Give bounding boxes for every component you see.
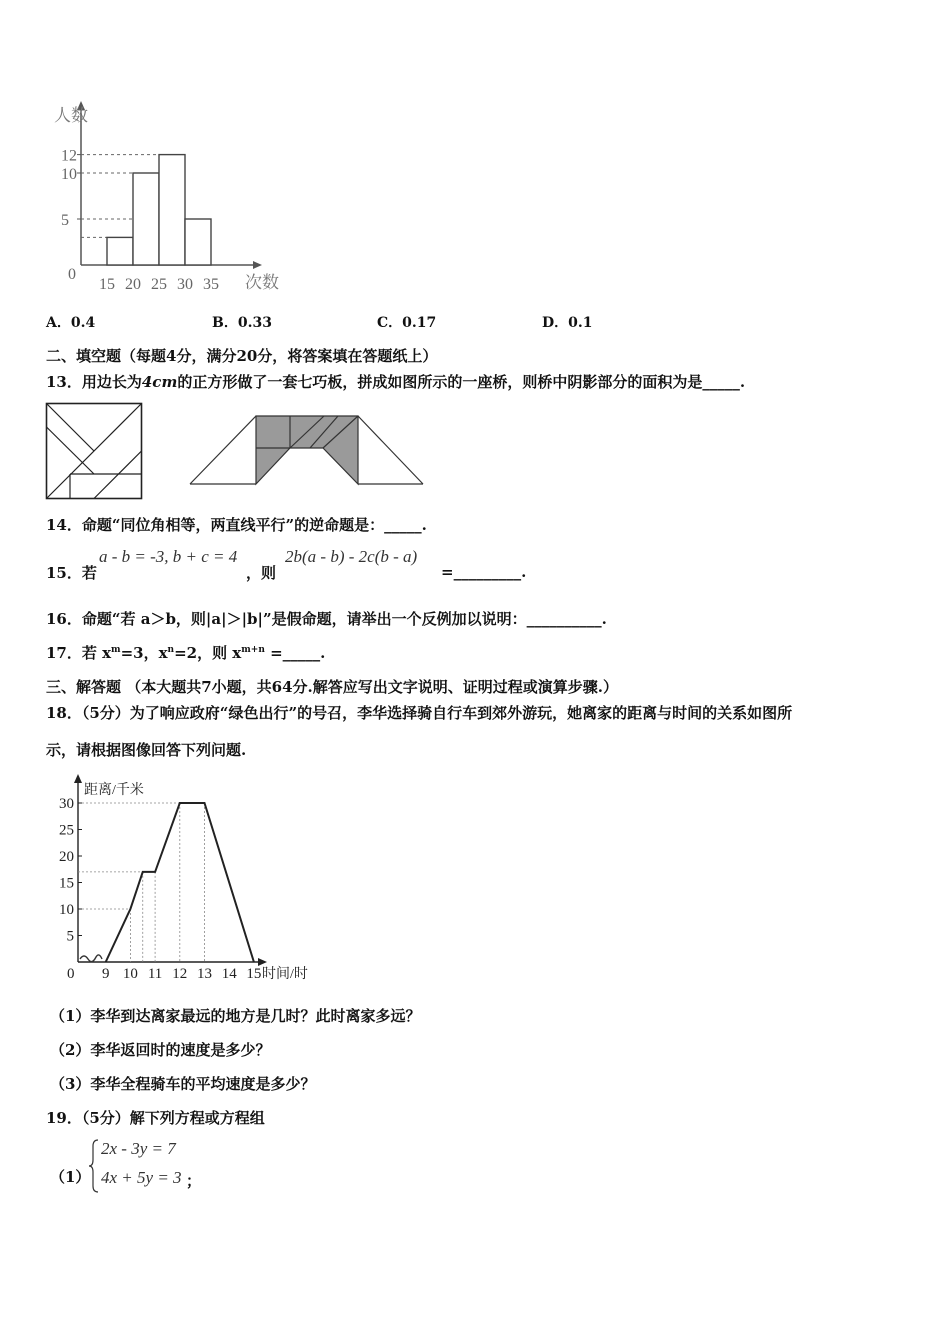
histogram-y-axis-label: 人数 xyxy=(54,106,88,125)
q15-equation-1: a - b = -3, b + c = 4 xyxy=(99,547,238,566)
q19-equation-2: 4x + 5y = 3 xyxy=(101,1168,182,1187)
start-wiggle xyxy=(80,955,102,962)
distance-y-tick-20: 20 xyxy=(59,849,74,865)
histogram-bar-30-35 xyxy=(185,219,211,265)
distance-y-tick-25: 25 xyxy=(59,822,74,839)
histogram-bar-15-20 xyxy=(107,237,133,265)
question-18-line-2: 示，请根据图像回答下列问题. xyxy=(46,741,247,759)
tangram-bridge-figure xyxy=(188,412,426,490)
q17-sup-n: n xyxy=(167,645,175,655)
question-18-part-2: （2）李华返回时的速度是多少？ xyxy=(50,1041,271,1059)
q15-label: 15．若 xyxy=(46,564,97,582)
option-d: D．0.1 xyxy=(542,315,593,331)
distance-time-origin: 0 xyxy=(67,966,75,982)
distance-x-tick-11: 11 xyxy=(147,966,163,982)
option-c: C．0.17 xyxy=(377,315,437,331)
histogram-bar-20-25 xyxy=(133,173,159,265)
question-17 xyxy=(46,642,325,663)
histogram-x-tick-15: 15 xyxy=(99,276,115,293)
q13-length: 4cm xyxy=(141,373,178,391)
histogram-y-tick-12: 12 xyxy=(61,147,77,165)
histogram-x-tick-25: 25 xyxy=(151,276,167,293)
histogram-x-axis-label: 次数 xyxy=(245,273,279,292)
distance-time-chart xyxy=(50,770,330,988)
q19-part-1-label: （1） xyxy=(50,1168,91,1186)
distance-y-tick-10: 10 xyxy=(59,902,74,918)
q17-pre: 17．若 x xyxy=(46,644,112,662)
question-16: 16．命题“若 a＞b，则|a|＞|b|”是假命题，请举出一个反例加以说明：__________. xyxy=(46,610,607,628)
question-19-heading: 19．（5分）解下列方程或方程组 xyxy=(46,1109,265,1127)
distance-y-tick-15: 15 xyxy=(59,875,74,892)
q13-suffix: 的正方形做了一套七巧板，拼成如图所示的一座桥，则桥中阴影部分的面积为是_____. xyxy=(177,373,746,391)
histogram-x-tick-35: 35 xyxy=(203,276,219,293)
q17-tail: =_____. xyxy=(264,644,326,662)
histogram-bar-25-30 xyxy=(159,155,185,265)
q19-equation-2-tail: ； xyxy=(186,1172,202,1190)
section-3-heading: 三、解答题 （本大题共7小题，共64分.解答应写出文字说明、证明过程或演算步骤.） xyxy=(46,678,618,696)
tangram-square-figure xyxy=(45,402,143,500)
option-a: A．0.4 xyxy=(46,315,96,331)
q17-mid1: =3，x xyxy=(120,644,168,662)
histogram-x-tick-30: 30 xyxy=(177,276,193,293)
q13-prefix: 13．用边长为 xyxy=(46,373,142,391)
distance-x-tick-14: 14 xyxy=(221,966,237,982)
histogram-y-tick-5: 5 xyxy=(61,212,69,229)
question-13 xyxy=(46,371,745,392)
question-14: 14．命题“同位角相等，两直线平行”的逆命题是：_____. xyxy=(46,516,427,534)
distance-x-tick-15: 15 xyxy=(246,966,262,982)
q15-then: ，则 xyxy=(246,564,277,582)
histogram-y-tick-10: 10 xyxy=(61,166,77,183)
distance-x-tick-12: 12 xyxy=(172,966,188,982)
distance-x-tick-13: 13 xyxy=(197,966,212,982)
section-2-heading: 二、填空题（每题4分，满分20分，将答案填在答题纸上） xyxy=(46,347,438,365)
q17-mid2: =2，则 x xyxy=(174,644,242,662)
q15-answer-blank: =_________. xyxy=(441,563,527,581)
q15-equation-2: 2b(a - b) - 2c(b - a) xyxy=(285,547,418,566)
q17-sup-m: m xyxy=(111,645,121,655)
equation-system-brace xyxy=(88,1138,100,1194)
distance-x-tick-9: 9 xyxy=(101,966,110,982)
distance-time-y-axis-label: 距离/千米 xyxy=(84,783,144,798)
histogram-y-tick-0: 0 xyxy=(68,266,76,283)
option-b: B．0.33 xyxy=(212,315,272,331)
distance-x-tick-10: 10 xyxy=(122,966,138,982)
histogram-x-tick-20: 20 xyxy=(125,276,141,293)
question-18-part-1: （1）李华到达离家最远的地方是几时？此时离家多远？ xyxy=(50,1007,421,1025)
question-18-part-3: （3）李华全程骑车的平均速度是多少？ xyxy=(50,1075,316,1093)
histogram-chart xyxy=(40,95,310,300)
distance-time-x-axis-label: 时间/时 xyxy=(262,967,308,982)
distance-line xyxy=(106,803,254,962)
question-18-line-1: 18．（5分）为了响应政府“绿色出行”的号召，李华选择骑自行车到郊外游玩，她离家的距离与时间的关系如图所 xyxy=(46,704,793,722)
q17-sup-mn: m+n xyxy=(241,645,265,655)
q19-equation-1: 2x - 3y = 7 xyxy=(101,1139,176,1158)
distance-y-tick-30: 30 xyxy=(59,796,74,812)
distance-y-tick-5: 5 xyxy=(66,928,74,945)
